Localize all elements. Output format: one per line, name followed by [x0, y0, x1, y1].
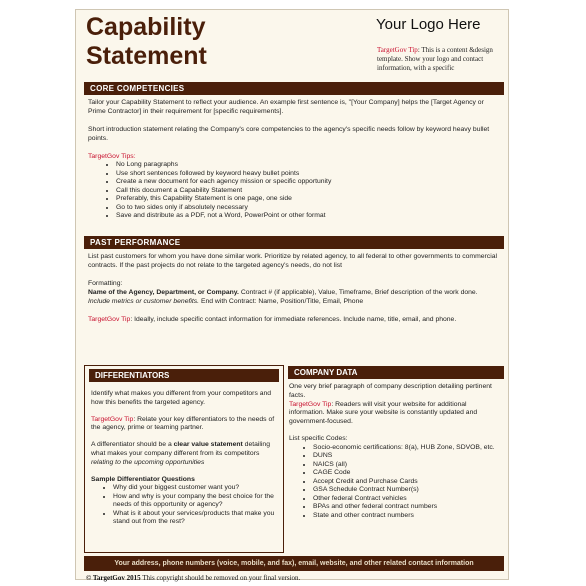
- diff-para-3-b: detailing what makes your company different from its competitors: [91, 441, 270, 457]
- differentiators-body: [91, 390, 279, 527]
- diff-tip-text: : Relate your key differentiators to the needs of the agency, prime or teaming partner.: [91, 415, 275, 432]
- codes-heading: List specific Codes:: [289, 434, 348, 442]
- diff-para-1: Identify what makes you different from your competitors and how this benefits the targeted agency.: [91, 390, 272, 406]
- list-item: • State and other contract numbers: [313, 512, 501, 521]
- formatting-rest: Contract # (if applicable), Value, Timeframe, Brief description of the work done.: [238, 289, 478, 296]
- list-item: • Save and distribute as a PDF, not a Word, PowerPoint or other format: [116, 212, 498, 221]
- diff-questions-list: [91, 484, 279, 527]
- core-para-1: Tailor your Capability Statement to reflect your audience. An example first sentence is, "[Your Company] helps the [Target Agency or Prime Contractor] in their requirement for [specific requirements].: [88, 99, 484, 115]
- page-title: [86, 13, 207, 71]
- company-data-heading: COMPANY DATA: [288, 366, 504, 379]
- diff-tip: [91, 416, 279, 434]
- copyright-notice: [86, 574, 300, 582]
- list-item: • Preferably, this Capability Statement is one page, one side: [116, 195, 498, 204]
- list-item: • BPAs and other federal contract numbers: [313, 503, 501, 512]
- past-tip-text: : Ideally, include specific contact information for immediate references. Include name, title, email, and phone.: [130, 316, 457, 323]
- formatting-end: End with Contract: Name, Position/Title, Email, Phone: [199, 298, 364, 305]
- past-tip: [88, 315, 498, 324]
- header-tip-text: : This is a content &design template. Show your logo and contact information, with a specific: [377, 46, 493, 72]
- title-line-2: Statement: [86, 42, 207, 70]
- diff-para-3-a: A differentiator should be a: [91, 441, 174, 449]
- list-item: • Use short sentences followed by keyword heavy bullet points: [116, 170, 498, 179]
- list-item: • Other federal Contract vehicles: [313, 495, 501, 504]
- header-tip: [377, 46, 505, 73]
- core-tips-list: [88, 161, 498, 221]
- list-item: • What is it about your services/products that make you stand out from the rest?: [113, 510, 279, 527]
- diff-questions-heading: Sample Differentiator Questions: [91, 475, 195, 483]
- capability-statement-page: [75, 9, 509, 580]
- core-competencies-heading: CORE COMPETENCIES: [84, 82, 504, 95]
- core-competencies-body: [88, 98, 498, 221]
- company-tip-text: : Readers will visit your website for additional information. Make sure your website is constantly updated and government-focused.: [289, 400, 478, 426]
- list-item: • NAICS (all): [313, 461, 501, 470]
- list-item: • Create a new document for each agency mission or specific opportunity: [116, 178, 498, 187]
- company-tip-label: TargetGov Tip: [289, 400, 332, 408]
- list-item: • DUNS: [313, 452, 501, 461]
- formatting-bold: Name of the Agency, Department, or Company.: [88, 289, 239, 296]
- list-item: • Accept Credit and Purchase Cards: [313, 478, 501, 487]
- title-line-1: Capability: [86, 13, 206, 41]
- past-tip-label: TargetGov Tip: [88, 316, 131, 323]
- formatting-text: [88, 288, 498, 306]
- differentiators-box: [84, 365, 284, 553]
- diff-para-3-italic: relating to the upcoming opportunities: [91, 458, 205, 466]
- list-item: • Why did your biggest customer want you?: [113, 484, 279, 493]
- logo-placeholder: Your Logo Here: [376, 16, 481, 33]
- core-para-2: Short introduction statement relating the Company's core competencies to the agency's specific needs follow by keyword heavy bullet points.: [88, 126, 490, 142]
- past-performance-body: [88, 252, 498, 324]
- contact-footer-bar: Your address, phone numbers (voice, mobile, and fax), email, website, and other related contact information: [84, 556, 504, 571]
- diff-tip-label: TargetGov Tip: [91, 415, 134, 423]
- codes-list: [289, 444, 501, 521]
- list-item: • Socio-economic certifications: 8(a), HUB Zone, SDVOB, etc.: [313, 444, 501, 453]
- company-tip: [289, 401, 501, 427]
- formatting-label: Formatting:: [88, 280, 123, 287]
- differentiators-heading: DIFFERENTIATORS: [89, 369, 279, 382]
- header-tip-label: TargetGov Tip: [377, 46, 418, 54]
- list-item: • How and why is your company the best choice for the needs of this opportunity or agency?: [113, 493, 279, 510]
- diff-para-3-bold: clear value statement: [173, 441, 243, 449]
- copyright-text: This copyright should be removed on your final version.: [140, 574, 301, 582]
- list-item: • Go to two sides only if absolutely necessary: [116, 204, 498, 213]
- formatting-italic: Include metrics or customer benefits.: [88, 298, 200, 305]
- core-tips-label: TargetGov Tips:: [88, 153, 136, 160]
- list-item: • CAGE Code: [313, 469, 501, 478]
- list-item: • No Long paragraphs: [116, 161, 498, 170]
- company-para-1: One very brief paragraph of company description detailing pertinent facts.: [289, 383, 492, 399]
- company-data-body: [289, 383, 501, 520]
- diff-para-3: [91, 441, 279, 467]
- list-item: • Call this document a Capability Statement: [116, 187, 498, 196]
- copyright-bold: © TargetGov 2015: [86, 574, 141, 582]
- list-item: • GSA Schedule Contract Number(s): [313, 486, 501, 495]
- past-performance-heading: PAST PERFORMANCE: [84, 236, 504, 249]
- past-para-1: List past customers for whom you have done similar work. Prioritize by related agency, to all federal to other governments to commercial contracts. If the past projects do not relate to the targeted agency's needs, do not list: [88, 253, 497, 269]
